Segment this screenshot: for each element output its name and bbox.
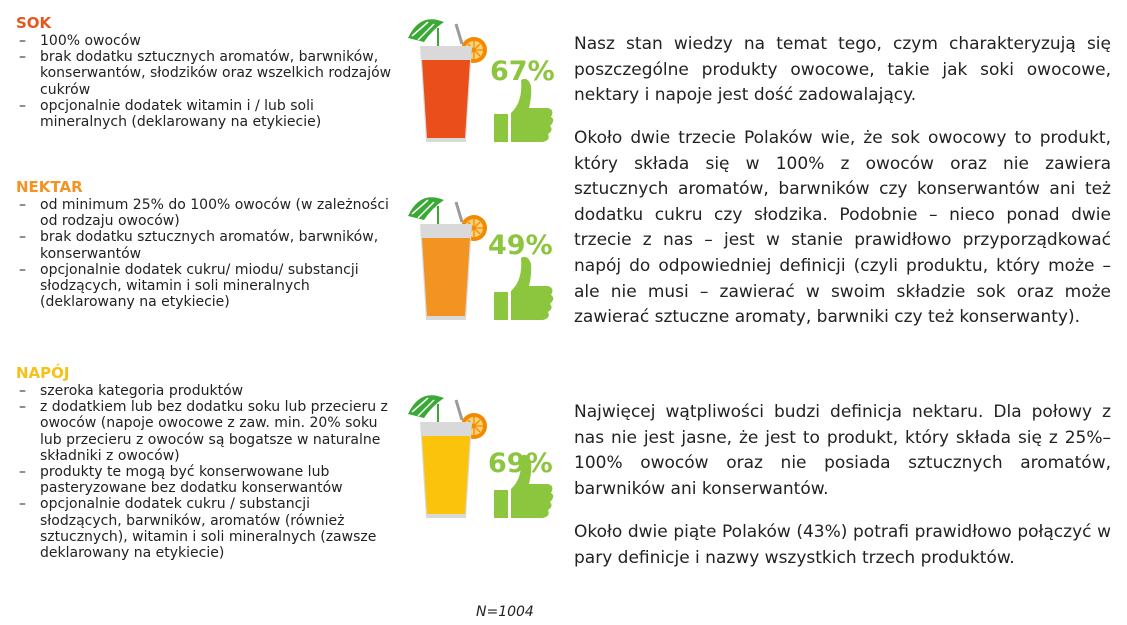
percentage-label: 67% [490, 56, 555, 87]
paragraph: Najwięcej wątpliwości budzi definicja nektaru. Dla połowy z nas nie jest jasne, że jest to produkt, który składa się z 25%–100% owoców oraz nie posiada sztucznych aromatów, barwników ani konserwantów. [574, 402, 1111, 499]
category-napoj [16, 364, 396, 561]
list-item: – brak dodatku sztucznych aromatów, barwników, konserwantów [16, 229, 396, 261]
category-title: SOK [16, 14, 52, 32]
list-item: – opcjonalnie dodatek cukru / substancji słodzących, barwników, aromatów (również sztucznych), witamin i soli mineralnych (zawsze deklarowany na etykiecie) [16, 496, 396, 561]
percentage-label: 49% [488, 230, 553, 261]
category-sok [16, 14, 396, 130]
list-item: – produkty te mogą być konserwowane lub pasteryzowane bez dodatku konserwantów [16, 464, 396, 496]
list-item: – szeroka kategoria produktów [16, 383, 396, 399]
category-list [16, 33, 396, 130]
list-item: – opcjonalnie dodatek witamin i / lub soli mineralnych (deklarowany na etykiecie) [16, 98, 396, 130]
category-title: NEKTAR [16, 178, 83, 196]
drink-nektar-graphic [398, 194, 568, 334]
list-item: – od minimum 25% do 100% owoców (w zależności od rodzaju owoców) [16, 197, 396, 229]
sample-size-note: N=1004 [476, 604, 534, 620]
category-list [16, 197, 396, 310]
category-title: NAPÓJ [16, 364, 70, 382]
category-list [16, 383, 396, 561]
list-item: – brak dodatku sztucznych aromatów, barwników, konserwantów, słodzików oraz wszelkich rodzajów cukrów [16, 49, 396, 98]
list-item: – 100% owoców [16, 33, 396, 49]
category-nektar [16, 178, 396, 310]
paragraph: Około dwie piąte Polaków (43%) potrafi prawidłowo połączyć w pary definicje i nazwy wszystkich trzech produktów. [574, 522, 1111, 568]
list-item: – z dodatkiem lub bez dodatku soku lub przecieru z owoców (napoje owocowe z zaw. min. 20% soku lub przecieru z owoców są bogatsze w naturalne składniki z owoców) [16, 399, 396, 464]
drink-glass-icon [398, 194, 568, 334]
drink-napoj-graphic [398, 392, 568, 532]
paragraph: Około dwie trzecie Polaków wie, że sok owocowy to produkt, który składa się w 100% z owoców oraz nie zawiera sztucznych aromatów, barwników czy konserwantów ani też dodatku cukru czy słodzika. Podobnie – nieco ponad dwie trzecie z nas – jest w stanie prawidłowo przyporządkować napój do odpowiedniej definicji (czyli produktu, który może – ale nie musi – zawierać w swoim składzie sok oraz może zawierać sztuczne aromaty, barwniki czy też konserwanty). [574, 128, 1111, 328]
drink-sok-graphic [398, 16, 568, 156]
list-item: – opcjonalnie dodatek cukru/ miodu/ substancji słodzących, witamin i soli mineralnych (deklarowany na etykiecie) [16, 262, 396, 311]
paragraph: Nasz stan wiedzy na temat tego, czym charakteryzują się poszczególne produkty owocowe, takie jak soki owocowe, nektary i napoje jest dość zadowalający. [574, 34, 1111, 106]
percentage-label: 69% [488, 448, 553, 479]
